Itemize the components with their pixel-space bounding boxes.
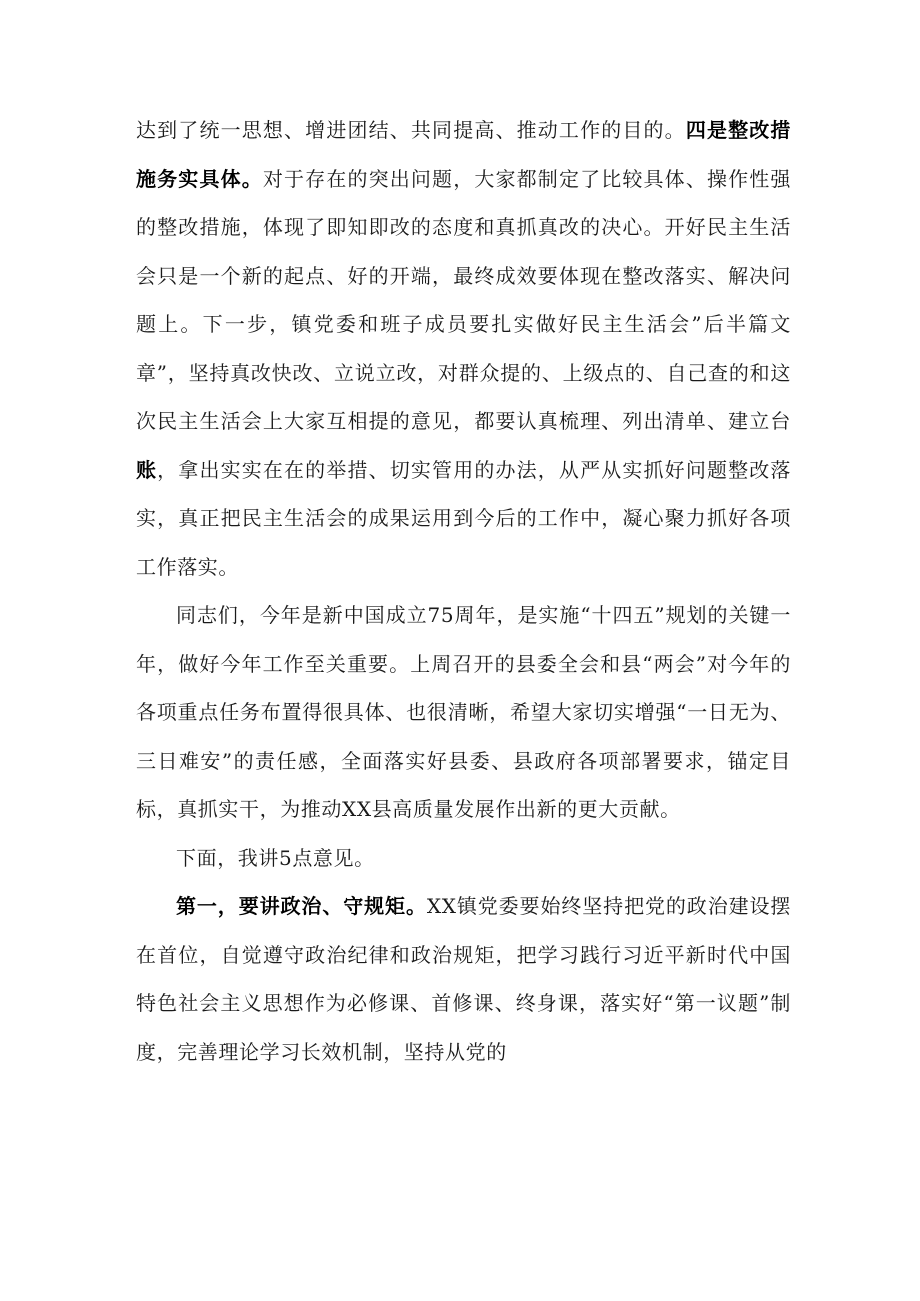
text-run: 同志们，今年是新中国成立75周年，是实施“十四五”规划的关键一年，做好今年工作至关重要。上周召开的县委全会和县“两会”对今年的各项重点任务布置得很具体、也很清晰，希望大家切实增强“一日无为、三日难安”的责任感，全面落实好县委、县政府各项部署要求，锚定目标，真抓实干，为推动XX县高质量发展作出新的更大贡献。	[136, 603, 791, 821]
bold-character: 账	[136, 457, 158, 482]
paragraph-2	[136, 591, 791, 834]
text-run: 下面，我讲5点意见。	[176, 845, 375, 870]
text-run: 达到了统一思想、增进团结、共同提高、推动工作的目的。	[136, 118, 686, 142]
paragraph-1	[136, 106, 791, 591]
text-run: XX镇党委要始终坚持把党的政治建设摆在首位，自觉遵守政治纪律和政治规矩，把学习践行习近平新时代中国特色社会主义思想作为必修课、首修课、终身课，落实好“第一议题”制度，完善理论学习长效机制，坚持从党的	[136, 894, 792, 1064]
bold-heading-first: 第一，要讲政治、守规矩。	[176, 894, 427, 918]
text-run: 对于存在的突出问题，大家都制定了比较具体、操作性强的整改措施，体现了即知即改的态度和真抓真改的决心。开好民主生活会只是一个新的起点、好的开端，最终成效要体现在整改落实、解决问题上。下一步，镇党委和班子成员要扎实做好民主生活会”后半篇文章”，坚持真改快改、立说立改，对群众提的、上级点的、自己查的和这次民主生活会上大家互相提的意见，都要认真梳理、列出清单、建立台	[136, 166, 792, 433]
document-body	[136, 106, 791, 1076]
bold-heading-four: 四是整改措施务实具体。	[136, 118, 791, 191]
text-run: ，拿出实实在在的举措、切实管用的办法，从严从实抓好问题整改落实，真正把民主生活会的成果运用到今后的工作中，凝心聚力抓好各项工作落实。	[136, 457, 791, 579]
paragraph-3	[136, 834, 791, 883]
paragraph-4	[136, 882, 791, 1076]
